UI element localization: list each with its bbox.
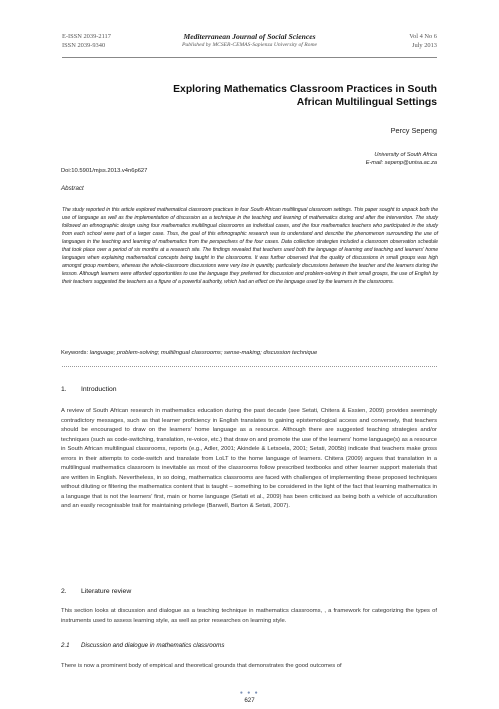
- header-volume: Vol 4 No 6: [409, 33, 437, 40]
- header-journal-name: Mediterranean Journal of Social Sciences: [183, 32, 316, 41]
- author-email: E-mail: sepenp@unisa.ac.za: [365, 160, 437, 166]
- section-number: 2.: [61, 588, 67, 595]
- header-eissn: E-ISSN 2039-2117: [62, 33, 111, 40]
- subsection-heading-discussion: [61, 642, 224, 649]
- section-heading-introduction: [61, 386, 117, 393]
- doi: Doi:10.5901/mjss.2013.v4n6p627: [61, 168, 148, 174]
- article-title: [137, 84, 437, 109]
- section-title: Introduction: [81, 386, 117, 393]
- author-name: Percy Sepeng: [390, 126, 437, 135]
- page-number: 627: [244, 697, 255, 704]
- header-rule: [62, 57, 437, 58]
- subsection-number: 2.1: [61, 642, 70, 649]
- section-title: Literature review: [81, 588, 132, 595]
- introduction-paragraph: A review of South African research in mathematics education during the past decade (see Setati, Chitera & Essien, 2009) provides seemingly contradictory messages, such as that learner proficiency in English translates to gaining epistemological access and conversely, that teachers should be encouraged to draw on the learners’ home language as a resource. Although there are suggested teaching strategies and/or techniques (such as code-switching, translation, re-voice, etc.) that draw on and promote the use of the learners’ home language(s) as a resource in South African multilingual classrooms, reports (e.g., Adler, 2001; Akindele & Letsoela, 2001; Setati, 2005b) indicate that teachers make gross errors in their attempts to code-switch and translate from LoLT to the home language of learners. Chitera (2009) argues that translation in a multilingual mathematics classroom is inevitable as most of the classrooms follow prescribed textbooks and other learner support materials that are written in English. Nevertheless, in so doing, mathematics classrooms are faced with challenges of implementing these proposed techniques without diluting or filtering the mathematics content that is taught – something to be considered in the light of the fact that learning mathematics in a language that is not the learners’ first, main or home language (Setati et al., 2009) has been criticised as being both a vehicle of acculturation and an easily recognisable trait for maintaining privilege (Barwell, Barton & Setati, 2007).: [61, 408, 437, 509]
- author-affiliation: University of South Africa: [374, 152, 437, 158]
- header-issn: ISSN 2039-9340: [62, 42, 106, 49]
- author-affiliation-block: [366, 151, 437, 167]
- subsection-title: Discussion and dialogue in mathematics classrooms: [81, 642, 225, 649]
- header-publisher: Published by MCSER-CEMAS-Sapienza University of Rome: [182, 42, 317, 48]
- abstract-heading: Abstract: [61, 185, 84, 192]
- footer-dots: ● ● ●: [239, 690, 260, 696]
- abstract-text: The study reported in this article explored mathematical classroom practices in four South African multilingual classroom settings. This paper sought to unpack both the use of language as well as the implementation of discussion as a technique in the teaching and learning of mathematics during and after the intervention. The study followed an ethnographic design using four mathematics multilingual classrooms as individual cases, and the four mathematics teachers who participated in the study from each school were part of a larger case. Thus, the goal of this ethnographic research was to understand and describe the phenomenon surrounding the use of languages in the teaching and learning of mathematics from the perspectives of the four cases. Data collection strategies included a classroom observation schedule that took place over a period of six months at a research site. The findings revealed that teachers used both the language of learning and teaching and learners’ home languages when explaining mathematical concepts being taught in the classrooms. It was further observed that the quality of discussions in small groups was high amongst group members, whereas the whole-classroom discussions were very low in quantity, particularly discussions between the teacher and the learners during the lesson. Although learners were afforded opportunities to use the language they preferred for discussion and problem-solving in their small groups, the use of English by their teachers suggested the teachers as a figure of a powerful authority, which had an effect on the language used by the learners in the classrooms.: [62, 207, 438, 286]
- running-header: [62, 32, 437, 56]
- subsection-paragraph: There is now a prominent body of empirical and theoretical grounds that demonstrates the good outcomes of: [61, 663, 342, 669]
- keywords-line: [61, 350, 317, 356]
- section-number: 1.: [61, 386, 67, 393]
- title-line-2: African Multilingual Settings: [296, 96, 437, 108]
- header-journal-block: [62, 32, 437, 50]
- keywords-rule: [62, 366, 437, 367]
- header-date: July 2013: [411, 42, 437, 49]
- literature-review-paragraph: This section looks at discussion and dialogue as a teaching technique in mathematics classrooms, , a framework for categorizing the types of instruments used to assess learning style, as well as prior researches on learning style.: [61, 608, 437, 624]
- section-heading-literature-review: [61, 588, 131, 595]
- title-line-1: Exploring Mathematics Classroom Practices in South: [173, 84, 437, 95]
- header-volume-block: [409, 32, 437, 50]
- keywords-label: Keywords:: [61, 350, 89, 356]
- keywords-list: language; problem-solving; multilingual classrooms; sense-making; discussion technique: [89, 350, 318, 356]
